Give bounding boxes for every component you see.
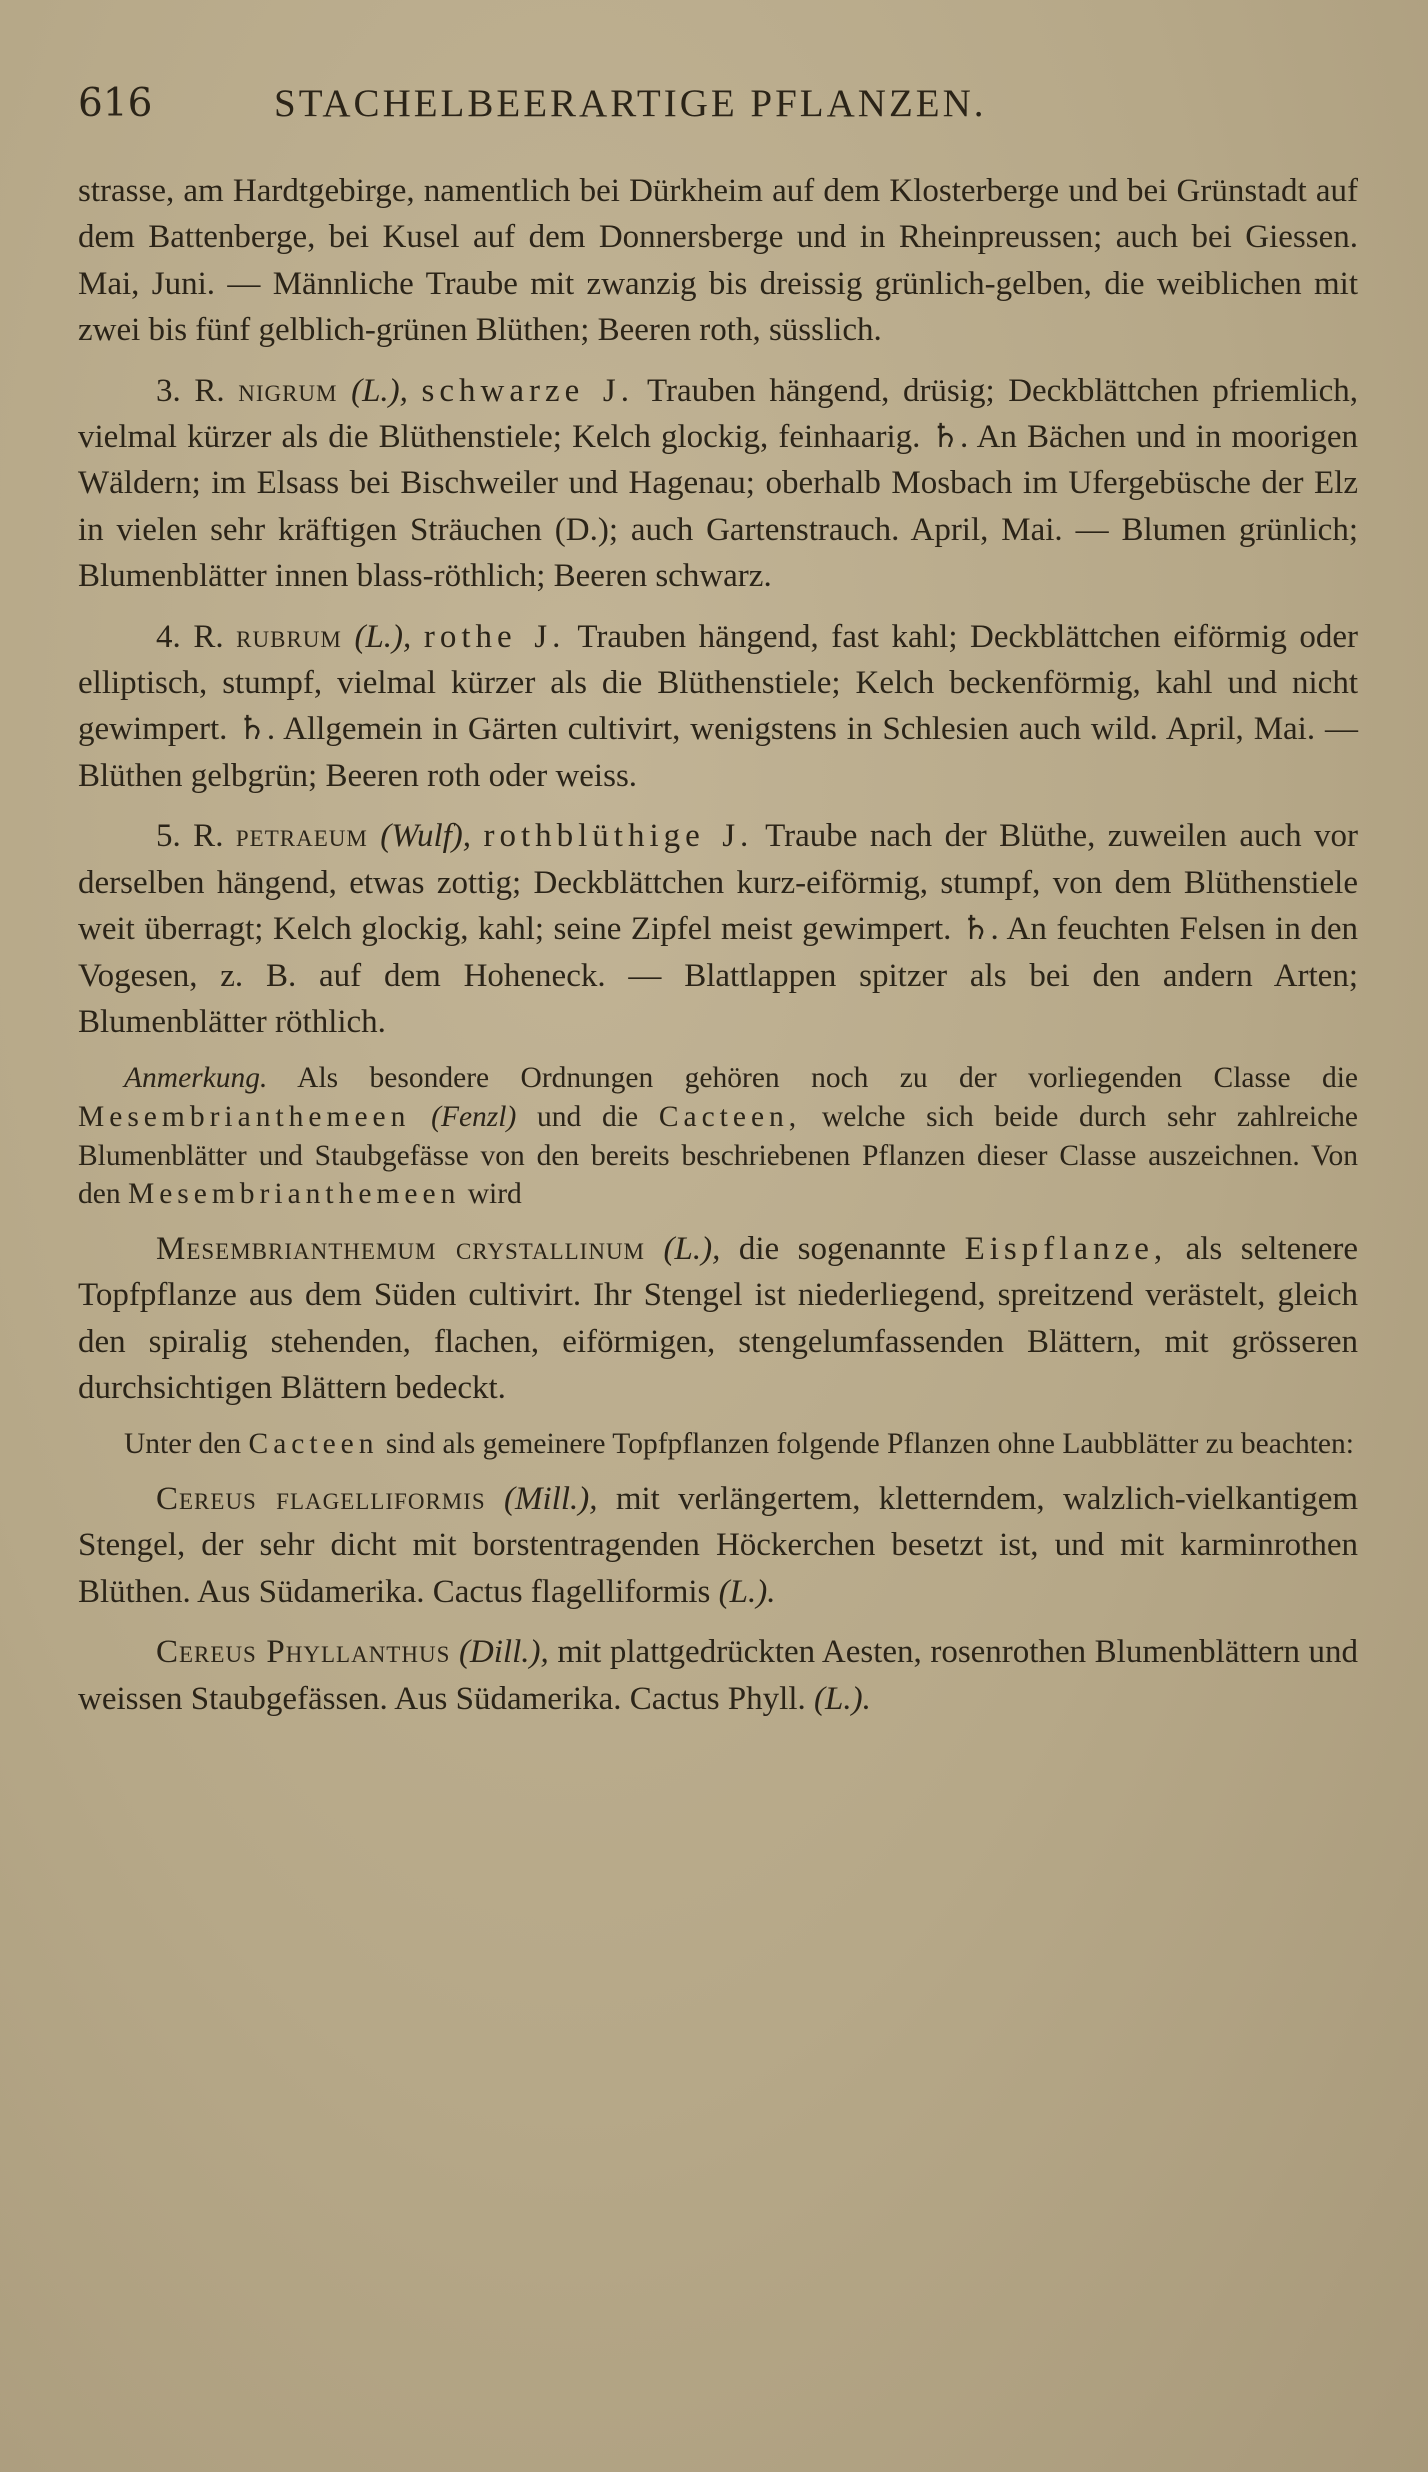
family-term: Mesembrianthemeen bbox=[78, 1100, 411, 1133]
entry-ribes-nigrum bbox=[78, 368, 1358, 600]
vernacular-name: rothe J. bbox=[423, 618, 566, 655]
book-page bbox=[78, 0, 1358, 2472]
vernacular-name: schwarze J. bbox=[421, 372, 634, 409]
authority: (L.), bbox=[663, 1230, 721, 1267]
entry-number: 4. R. bbox=[156, 618, 224, 655]
entry-number: 3. R. bbox=[156, 372, 225, 409]
species-name: rubrum bbox=[236, 618, 342, 655]
note-text: wird bbox=[467, 1178, 522, 1211]
entry-mesembrianthemum bbox=[78, 1226, 1358, 1412]
species-name: nigrum bbox=[238, 372, 338, 409]
family-term: Cacteen, bbox=[658, 1100, 802, 1133]
species-name: Mesembrianthemum crystallinum bbox=[156, 1230, 646, 1267]
family-term: Cacteen bbox=[248, 1428, 379, 1461]
entry-cereus-phyllanthus bbox=[78, 1629, 1358, 1722]
entry-text: Traube nach der Blüthe, zuweilen auch vor derselben hängend, etwas zottig; Deckblättchen kurz-eiförmig, stumpf, von dem Blüthenstiele weit überragt; Kelch glockig, kahl; seine Zipfel meist gewimpert. ♄. An feuchten Felsen in den Vogesen, z. B. auf dem Hoheneck. — Blattlappen spitzer als bei den andern Arten; Blumenblätter röthlich. bbox=[78, 818, 1359, 1040]
authority: (Mill.), bbox=[504, 1480, 598, 1517]
page-body bbox=[78, 168, 1358, 1736]
authority: (Fenzl) bbox=[431, 1100, 517, 1133]
running-title: STACHELBEERARTIGE PFLANZEN. bbox=[274, 82, 987, 125]
authority: (L.), bbox=[354, 618, 412, 655]
entry-text: Trauben hängend, fast kahl; Deckblättchen eiförmig oder elliptisch, stumpf, vielmal kürzer als die Blüthenstiele; Kelch beckenförmig, kahl und nicht gewimpert. ♄. Allgemein in Gärten cultivirt, wenigstens in Schlesien auch wild. April, Mai. — Blüthen gelbgrün; Beeren roth oder weiss. bbox=[78, 618, 1359, 794]
note-anmerkung bbox=[78, 1059, 1358, 1213]
entry-ribes-petraeum bbox=[78, 813, 1358, 1045]
entry-text: die sogenannte bbox=[738, 1230, 947, 1267]
entry-ribes-rubrum bbox=[78, 614, 1358, 800]
authority: (L.). bbox=[814, 1680, 871, 1717]
family-term: Mesembrianthemeen bbox=[127, 1178, 461, 1211]
entry-text: als seltenere Topfpflanze aus dem Süden cultivirt. Ihr Stengel ist niederliegend, spreitzend verästelt, gleich den spiralig stehenden, flachen, eiförmigen, stengelumfassenden Blättern, mit grösseren durchsichtigen Blättern bedeckt. bbox=[78, 1230, 1358, 1406]
running-head bbox=[78, 78, 1358, 130]
vernacular-name: Eispflanze, bbox=[964, 1230, 1168, 1267]
paragraph-continuation bbox=[78, 168, 1358, 354]
authority: (Wulf), bbox=[380, 818, 472, 855]
note-text: sind als gemeinere Topfpflanzen folgende Pflanzen ohne Laubblätter zu beachten: bbox=[385, 1428, 1354, 1461]
paragraph-text: strasse, am Hardtgebirge, namentlich bei Dürkheim auf dem Klosterberge und bei Grünstadt auf dem Battenberge, bei Kusel auf dem Donnersberge und in Rheinpreussen; auch bei Giessen. Mai, Juni. — Männliche Traube mit zwanzig bis dreissig grünlich-gelben, die weiblichen mit zwei bis fünf gelblich-grünen Blüthen; Beeren roth, süsslich. bbox=[78, 173, 1358, 349]
species-name: Cereus flagelliformis bbox=[156, 1480, 486, 1517]
note-text: Unter den bbox=[124, 1428, 242, 1461]
note-label: Anmerkung. bbox=[124, 1062, 268, 1095]
page-number: 616 bbox=[78, 81, 153, 126]
vernacular-name: rothblüthige J. bbox=[483, 818, 754, 855]
species-name: Cereus Phyllanthus bbox=[156, 1634, 451, 1671]
authority: (Dill.), bbox=[458, 1634, 549, 1671]
note-text: Als besondere Ordnungen gehören noch zu der vorliegenden Classe die bbox=[297, 1062, 1358, 1095]
note-text: und die bbox=[537, 1100, 639, 1133]
entry-text: mit plattgedrückten Aesten, rosenrothen Blumenblättern und weissen Staubgefässen. Aus Südamerika. Cactus Phyll. bbox=[78, 1634, 1359, 1717]
entry-cereus-flagelliformis bbox=[78, 1476, 1358, 1615]
entry-text: Trauben hängend, drüsig; Deckblättchen pfriemlich, vielmal kürzer als die Blüthenstiele; Kelch glockig, feinhaarig. ♄. An Bächen und in moorigen Wäldern; im Elsass bei Bischweiler und Hagenau; oberhalb Mosbach im Ufergebüsche der Elz in vielen sehr kräftigen Sträuchen (D.); auch Gartenstrauch. April, Mai. — Blumen grünlich; Blumenblätter innen blass-röthlich; Beeren schwarz. bbox=[78, 372, 1359, 595]
authority: (L.). bbox=[718, 1573, 776, 1610]
note-text: welche sich beide durch sehr zahlreiche Blumenblätter und Staubgefässe von den bereits beschriebenen Pflanzen dieser Classe auszeichnen. Von den bbox=[78, 1100, 1359, 1211]
entry-text: mit verlängertem, kletterndem, walzlich-vielkantigem Stengel, der sehr dicht mit borstentragenden Höckerchen besetzt ist, und mit karminrothen Blüthen. Aus Südamerika. Cactus flagelliformis bbox=[78, 1480, 1359, 1610]
note-cacteen bbox=[78, 1425, 1358, 1464]
species-name: petraeum bbox=[235, 818, 368, 855]
authority: (L.), bbox=[351, 372, 408, 409]
entry-number: 5. R. bbox=[156, 818, 224, 855]
